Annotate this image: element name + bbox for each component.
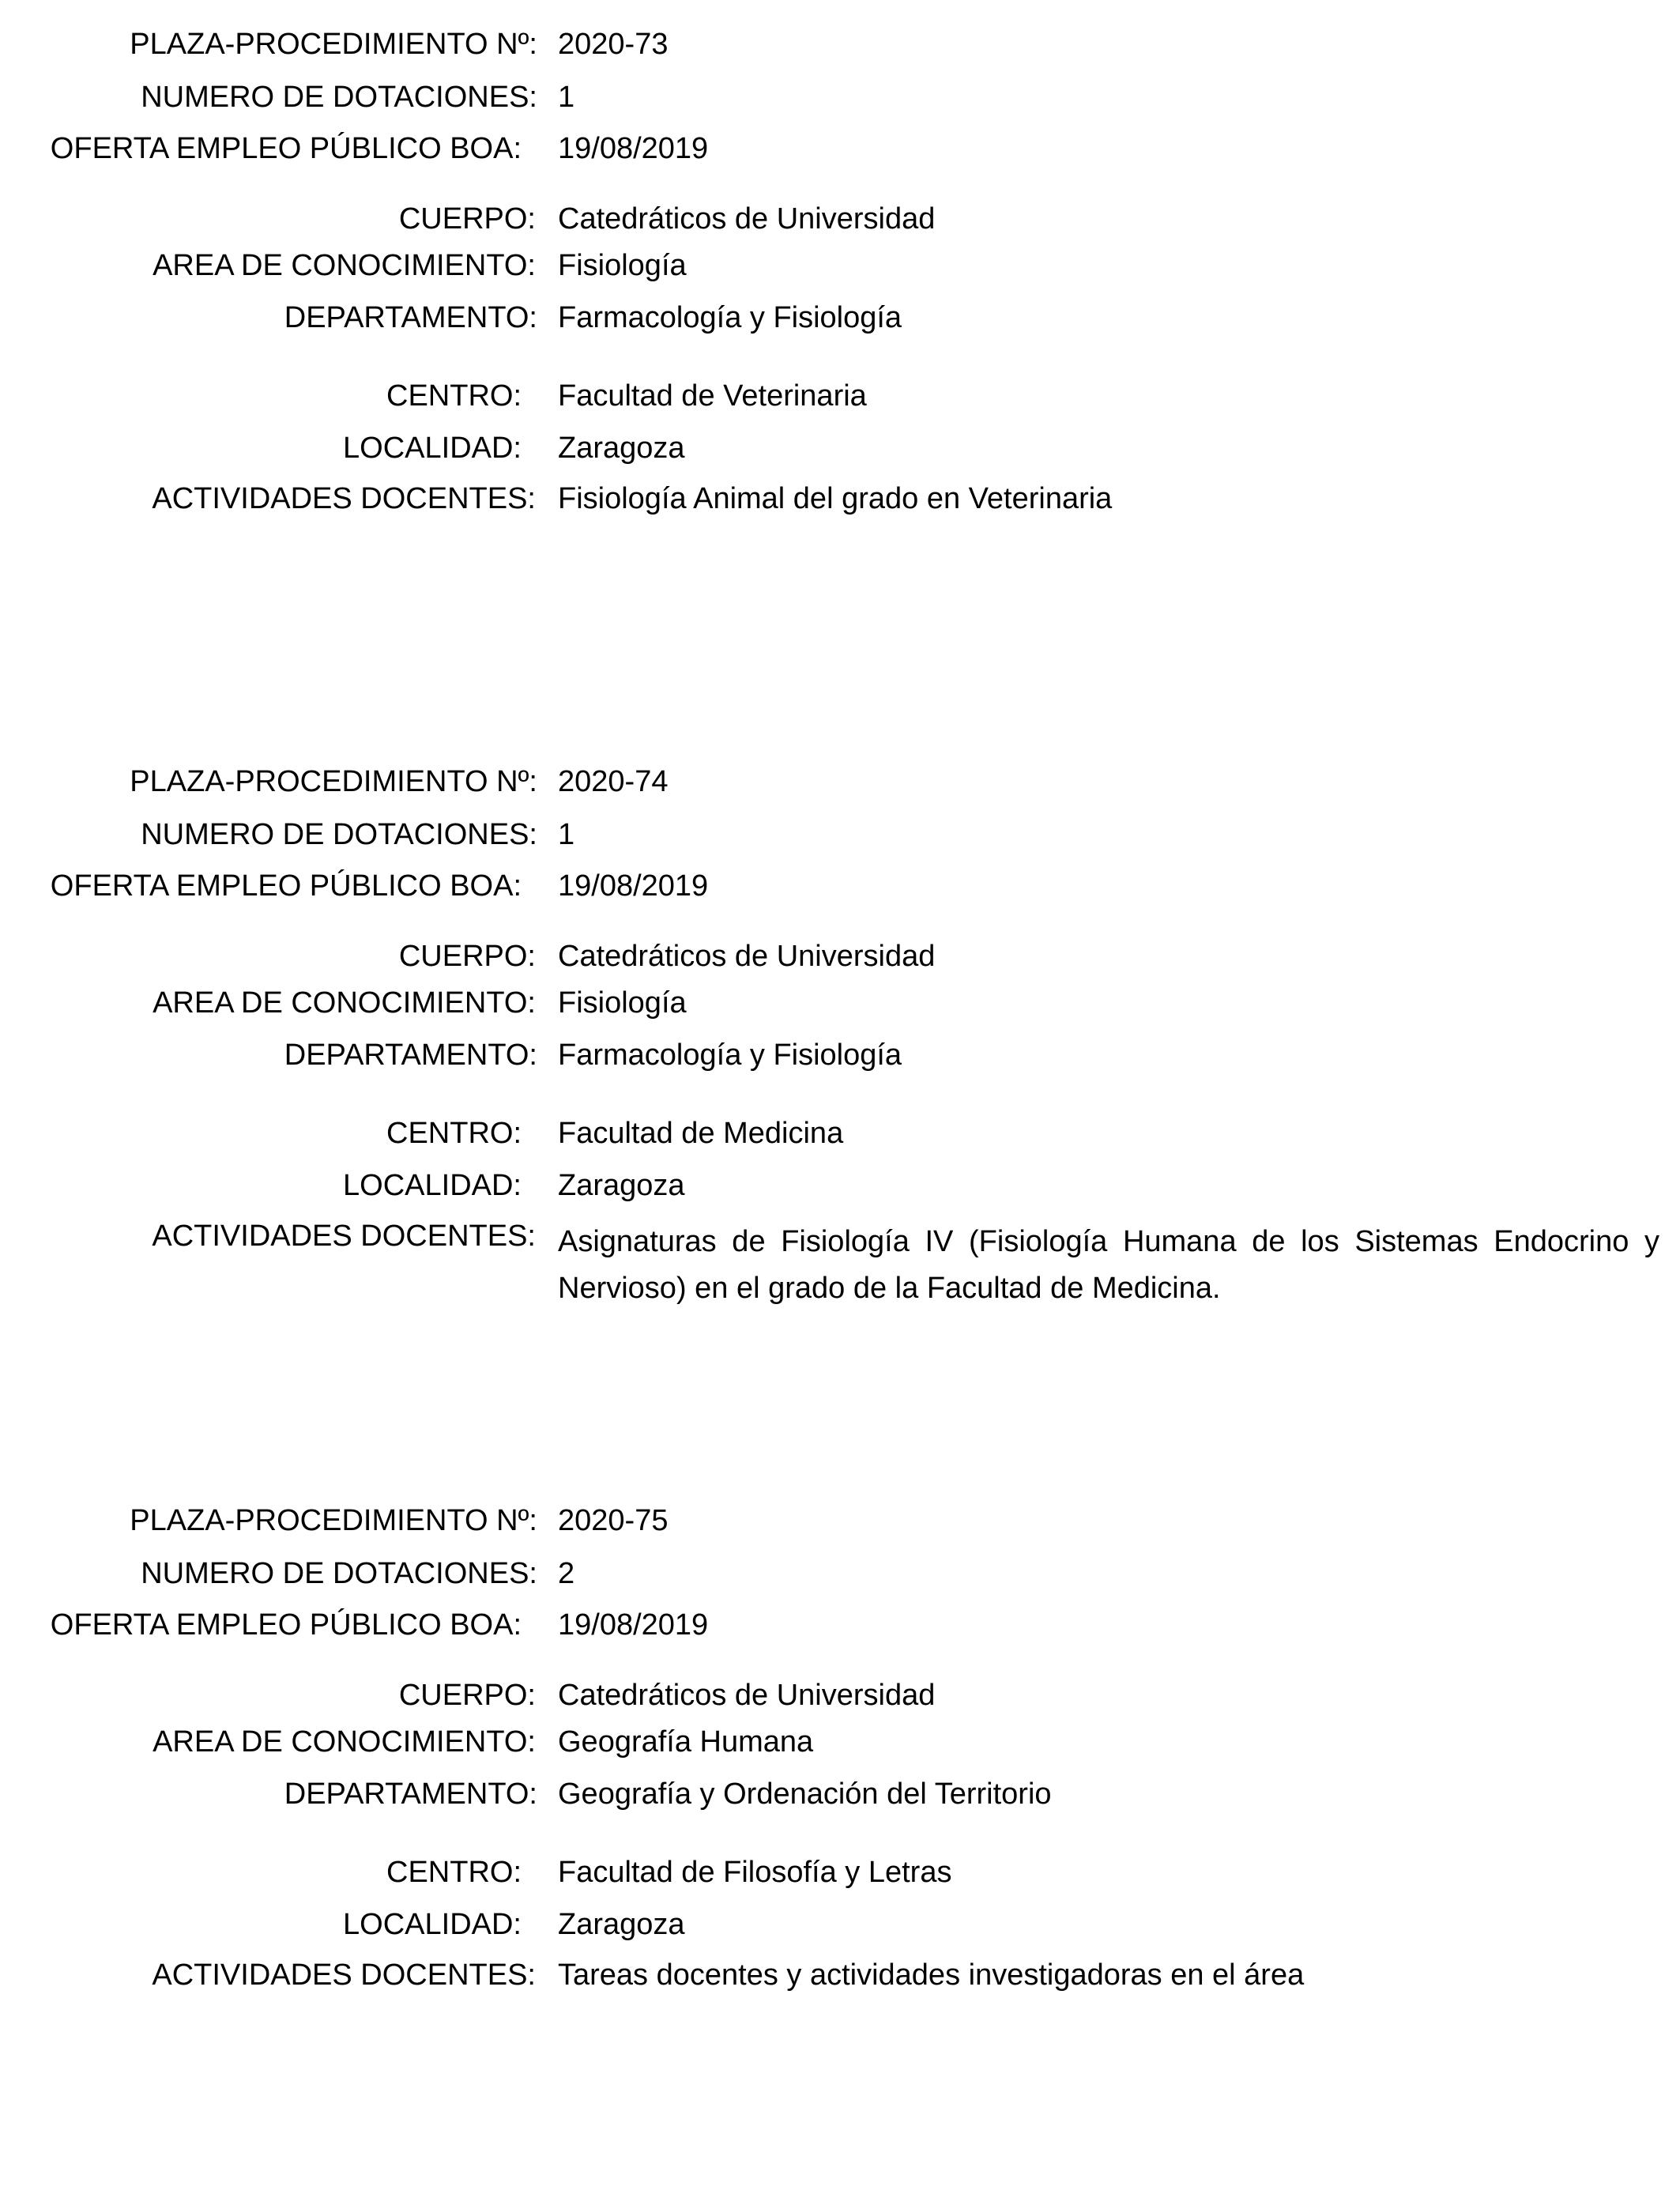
actividades-label: ACTIVIDADES DOCENTES: bbox=[152, 1958, 536, 1992]
dotaciones-value: 2 bbox=[558, 1557, 575, 1590]
actividades-label: ACTIVIDADES DOCENTES: bbox=[152, 482, 536, 515]
plaza-label: PLAZA-PROCEDIMIENTO Nº: bbox=[130, 28, 537, 61]
area-label: AREA DE CONOCIMIENTO: bbox=[153, 249, 536, 282]
centro-value: Facultad de Filosofía y Letras bbox=[558, 1856, 952, 1889]
oferta-value: 19/08/2019 bbox=[558, 1608, 709, 1642]
cuerpo-value: Catedráticos de Universidad bbox=[558, 1679, 936, 1712]
plaza-block-2020-75 bbox=[0, 1476, 1680, 2030]
plaza-block-2020-74 bbox=[0, 737, 1680, 1305]
centro-value: Facultad de Veterinaria bbox=[558, 379, 867, 413]
area-value: Geografía Humana bbox=[558, 1725, 814, 1759]
departamento-value: Farmacología y Fisiología bbox=[558, 301, 902, 334]
actividades-value: Tareas docentes y actividades investigadoras en el área bbox=[558, 1958, 1305, 1992]
plaza-label: PLAZA-PROCEDIMIENTO Nº: bbox=[130, 765, 537, 798]
plaza-label: PLAZA-PROCEDIMIENTO Nº: bbox=[130, 1504, 537, 1537]
oferta-value: 19/08/2019 bbox=[558, 132, 709, 165]
departamento-label: DEPARTAMENTO: bbox=[284, 1777, 537, 1811]
area-value: Fisiología bbox=[558, 986, 687, 1020]
centro-value: Facultad de Medicina bbox=[558, 1117, 844, 1150]
actividades-value: Asignaturas de Fisiología IV (Fisiología Humana de los Sistemas Endocrino y Nervioso) en el grado de la Facultad de Medicina. bbox=[558, 1225, 1659, 1305]
localidad-value: Zaragoza bbox=[558, 1908, 685, 1941]
departamento-value: Geografía y Ordenación del Territorio bbox=[558, 1777, 1052, 1811]
localidad-value: Zaragoza bbox=[558, 432, 685, 465]
localidad-label: LOCALIDAD: bbox=[343, 1169, 522, 1202]
plaza-block-2020-73 bbox=[0, 0, 1680, 553]
departamento-label: DEPARTAMENTO: bbox=[284, 1039, 537, 1072]
oferta-value: 19/08/2019 bbox=[558, 869, 709, 903]
oferta-label: OFERTA EMPLEO PÚBLICO BOA: bbox=[50, 869, 522, 903]
cuerpo-value: Catedráticos de Universidad bbox=[558, 940, 936, 973]
plaza-value: 2020-73 bbox=[558, 28, 669, 61]
area-label: AREA DE CONOCIMIENTO: bbox=[153, 986, 536, 1020]
dotaciones-value: 1 bbox=[558, 818, 575, 851]
actividades-value: Fisiología Animal del grado en Veterinaria bbox=[558, 482, 1113, 515]
cuerpo-label: CUERPO: bbox=[398, 940, 536, 973]
cuerpo-value: Catedráticos de Universidad bbox=[558, 202, 936, 236]
departamento-label: DEPARTAMENTO: bbox=[284, 301, 537, 334]
dotaciones-value: 1 bbox=[558, 81, 575, 114]
actividades-label: ACTIVIDADES DOCENTES: bbox=[152, 1220, 536, 1253]
cuerpo-label: CUERPO: bbox=[398, 202, 536, 236]
oferta-label: OFERTA EMPLEO PÚBLICO BOA: bbox=[50, 1608, 522, 1642]
dotaciones-label: NUMERO DE DOTACIONES: bbox=[141, 1557, 537, 1590]
oferta-label: OFERTA EMPLEO PÚBLICO BOA: bbox=[50, 132, 522, 165]
cuerpo-label: CUERPO: bbox=[398, 1679, 536, 1712]
dotaciones-label: NUMERO DE DOTACIONES: bbox=[141, 81, 537, 114]
localidad-label: LOCALIDAD: bbox=[343, 1908, 522, 1941]
localidad-label: LOCALIDAD: bbox=[343, 432, 522, 465]
plaza-value: 2020-75 bbox=[558, 1504, 669, 1537]
centro-label: CENTRO: bbox=[386, 1856, 522, 1889]
localidad-value: Zaragoza bbox=[558, 1169, 685, 1202]
centro-label: CENTRO: bbox=[386, 379, 522, 413]
plaza-value: 2020-74 bbox=[558, 765, 669, 798]
departamento-value: Farmacología y Fisiología bbox=[558, 1039, 902, 1072]
dotaciones-label: NUMERO DE DOTACIONES: bbox=[141, 818, 537, 851]
area-value: Fisiología bbox=[558, 249, 687, 282]
area-label: AREA DE CONOCIMIENTO: bbox=[153, 1725, 536, 1759]
centro-label: CENTRO: bbox=[386, 1117, 522, 1150]
